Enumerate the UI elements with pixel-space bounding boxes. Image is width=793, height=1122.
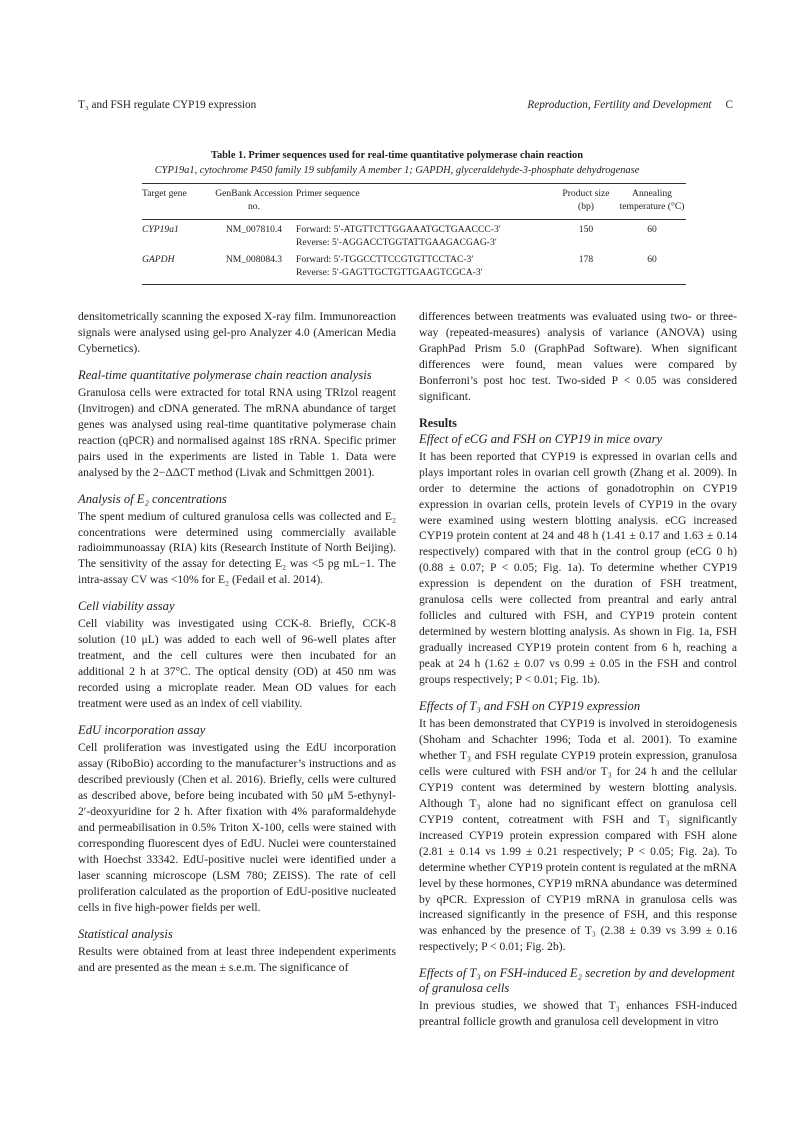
section-heading-results: Results <box>419 415 457 430</box>
cell-gene: CYP19a1 <box>142 224 179 235</box>
primer-forward: Forward: 5′-ATGTTCTTGGAAATGCTGAACCC-3′ <box>296 224 501 235</box>
section-heading-edu-incorporation-assay: EdU incorporation assay <box>78 723 206 738</box>
col-header-product-size: Product size (bp) <box>562 188 610 212</box>
body-paragraph: densitometrically scanning the exposed X-ray film. Immunoreaction signals were analysed using gel-pro Analyzer 4.0 (American Media Cybernetics). <box>78 310 396 355</box>
table-header-row <box>142 187 686 213</box>
page-number: C <box>725 99 733 111</box>
primer-forward: Forward: 5′-TGGCCTTCCGTGTTCCTAC-3′ <box>296 254 474 265</box>
col-header-genbank: GenBank Accession no. <box>215 188 293 212</box>
body-paragraph: Granulosa cells were extracted for total RNA using TRIzol reagent (Invitrogen) and cDNA generated. The mRNA abundance of target genes was analysed using real-time quantitative polymerase chain reaction (qPCR) and normalised against 18S rRNA. Specific primer pairs used in the experiments are listed in Table 1. Data were analysed by the 2−ΔΔCT method (Livak and Schmittgen 2001). <box>78 385 396 479</box>
section-heading-analysis-of-e-concentrations: Analysis of E₂ concentrations <box>78 491 227 506</box>
section-heading-effects-of-t-and-fsh-on-cyp19-expression: Effects of T₃ and FSH on CYP19 expression <box>419 699 641 714</box>
table-top-rule <box>142 183 686 184</box>
running-header-left: T₃ and FSH regulate CYP19 expression <box>78 99 257 111</box>
body-paragraph: Cell proliferation was investigated using the EdU incorporation assay (RiboBio) according to the manufacturer’s instructions and as described previously (Chen et al. 2016). Briefly, cells were cultured as described above, before being incubated with 50 μM 5-ethynyl-2′-deoxyuridine for 2 h. After fixation with 4% paraformaldehyde and permeabilisation in 0.5% Triton X-100, cells were stained with corresponding fluorescent dyes of EdU. Nuclei were counterstained with Hoechst 33342. EdU-positive nuclei were identified under a laser scanning microscope (LSM 780; ZEISS). The rate of cell proliferation calculated as the proportion of EdU-positive nucleated cells in five high-power fields per well. <box>78 741 396 914</box>
body-paragraph: It has been demonstrated that CYP19 is involved in steroidogenesis (Shoham and Schachter 1996; Toda et al. 2001). To examine whether T₃ and FSH regulate CYP19 protein expression, granulosa cells were cultured with FSH and/or T₃ for 24 h and the cellular CYP19 content was determined by western blotting analysis. Although T₃ alone had no significant effect on granulosa cell CYP19 content, cotreatment with FSH and T₃ significantly increased CYP19 protein expression compared with FSH alone (2.81 ± 0.14 vs 1.99 ± 0.21 respectively; P < 0.05; Fig. 2a). To determine whether CYP19 protein content is regulated at the mRNA level by these hormones, CYP19 mRNA abundance was determined by qPCR. Expression of CYP19 mRNA in granulosa cells was increased significantly in the presence of FSH, and this response was enhanced by the presence of T₃ (2.38 ± 0.39 vs 3.99 ± 0.16 respectively; P < 0.01; Fig. 2b). <box>419 717 737 954</box>
col-header-target-gene: Target gene <box>142 188 187 199</box>
cell-primers <box>296 223 554 249</box>
cell-gene: GAPDH <box>142 254 175 265</box>
section-heading-cell-viability-assay: Cell viability assay <box>78 599 175 614</box>
primer-reverse: Reverse: 5′-GAGTTGCTGTTGAAGTCGCA-3′ <box>296 267 483 278</box>
col-header-primer-sequence: Primer sequence <box>296 188 360 199</box>
section-heading-effect-of-ecg-and-fsh-on-cyp19-in-mice-o: Effect of eCG and FSH on CYP19 in mice ovary <box>419 431 663 446</box>
cell-size: 178 <box>578 254 594 265</box>
primer-table <box>142 187 686 279</box>
table-row <box>142 223 686 249</box>
cell-primers <box>296 253 554 279</box>
col-header-annealing-temp: Annealing temperature (°C) <box>619 188 685 212</box>
body-paragraph: It has been reported that CYP19 is expressed in ovarian cells and plays important roles in ovarian cell growth (Zhang et al. 2009). In order to determine the actions of gonadotrophin on CYP19 expression in ovarian cells, protein levels of CYP19 in the ovary were examined using western blotting analysis. eCG increased CYP19 protein content at 24 and 48 h (1.41 ± 0.17 and 1.63 ± 0.14 respectively) compared with that in the control group (eCG 0 h) (0.88 ± 0.07; P < 0.05; Fig. 1a). To determine whether CYP19 expression is dependent on the duration of FSH treatment, granulosa cells were collected from preantral and early antral follicles and cultured with FSH, and CYP19 protein content determined by western blotting analysis. As shown in Fig. 1a, FSH gradually increased CYP19 protein content from 6 h, reaching a peak at 24 h (1.62 ± 0.07 vs 0.99 ± 0.05 in the FSH and control groups respectively; P < 0.01; Fig. 1b). <box>419 449 737 687</box>
body-paragraph: Results were obtained from at least three independent experiments and are presented as the mean ± s.e.m. The significance of <box>78 944 396 974</box>
section-heading-statistical-analysis: Statistical analysis <box>78 926 173 941</box>
cell-temp: 60 <box>647 224 657 235</box>
body-paragraph: In previous studies, we showed that T₃ enhances FSH-induced preantral follicle growth and granulosa cell development in vitro <box>419 999 737 1029</box>
cell-size: 150 <box>578 224 594 235</box>
section-heading-real-time-quantitative-polymerase-chain-: Real-time quantitative polymerase chain reaction analysis <box>78 367 372 382</box>
left-column <box>78 309 396 975</box>
cell-temp: 60 <box>647 254 657 265</box>
section-heading-effects-of-t-on-fsh-induced-e-secretion-: Effects of T₃ on FSH-induced E₂ secretion by and development of granulosa cells <box>419 966 735 996</box>
journal-name: Reproduction, Fertility and Development <box>527 99 712 111</box>
body-paragraph: differences between treatments was evaluated using two- or three-way (repeated-measures) analysis of variance (ANOVA) using GraphPad Prism 5.0 (GraphPad Software). When significant differences were found, mean values were compared by Bonferroni’s post hoc test. Two-sided P < 0.05 was considered significant. <box>419 310 737 403</box>
body-paragraph: The spent medium of cultured granulosa cells was collected and E₂ concentrations were determined using commercially available radioimmunoassay (RIA) kits (Research Institute of North Beijing). The sensitivity of the assay for detecting E₂ was <5 pg mL−1. The intra-assay CV was <10% for E₂ (Fedail et al. 2014). <box>78 509 396 587</box>
table-title: Table 1. Primer sequences used for real-time quantitative polymerase chain reaction <box>210 150 583 161</box>
right-column <box>419 309 737 1030</box>
table-caption <box>78 148 716 178</box>
table-subtitle: CYP19a1, cytochrome P450 family 19 subfamily A member 1; GAPDH, glyceraldehyde-3-phosphate dehydrogenase <box>154 165 640 176</box>
table-row <box>142 253 686 279</box>
running-header-right <box>527 99 733 111</box>
primer-reverse: Reverse: 5′-AGGACCTGGTATTGAAGACGAG-3′ <box>296 237 497 248</box>
table-bottom-rule <box>142 284 686 285</box>
body-paragraph: Cell viability was investigated using CCK-8. Briefly, CCK-8 solution (10 μL) was added to each well of 96-well plates after treatment, and the cell cultures were then incubated for an additional 2 h at 37°C. The optical density (OD) at 450 nm was recorded using a microplate reader. Mean OD values for each treatment were used as an index of cell viability. <box>78 617 396 711</box>
cell-accession: NM_008084.3 <box>225 254 283 265</box>
cell-accession: NM_007810.4 <box>225 224 283 235</box>
